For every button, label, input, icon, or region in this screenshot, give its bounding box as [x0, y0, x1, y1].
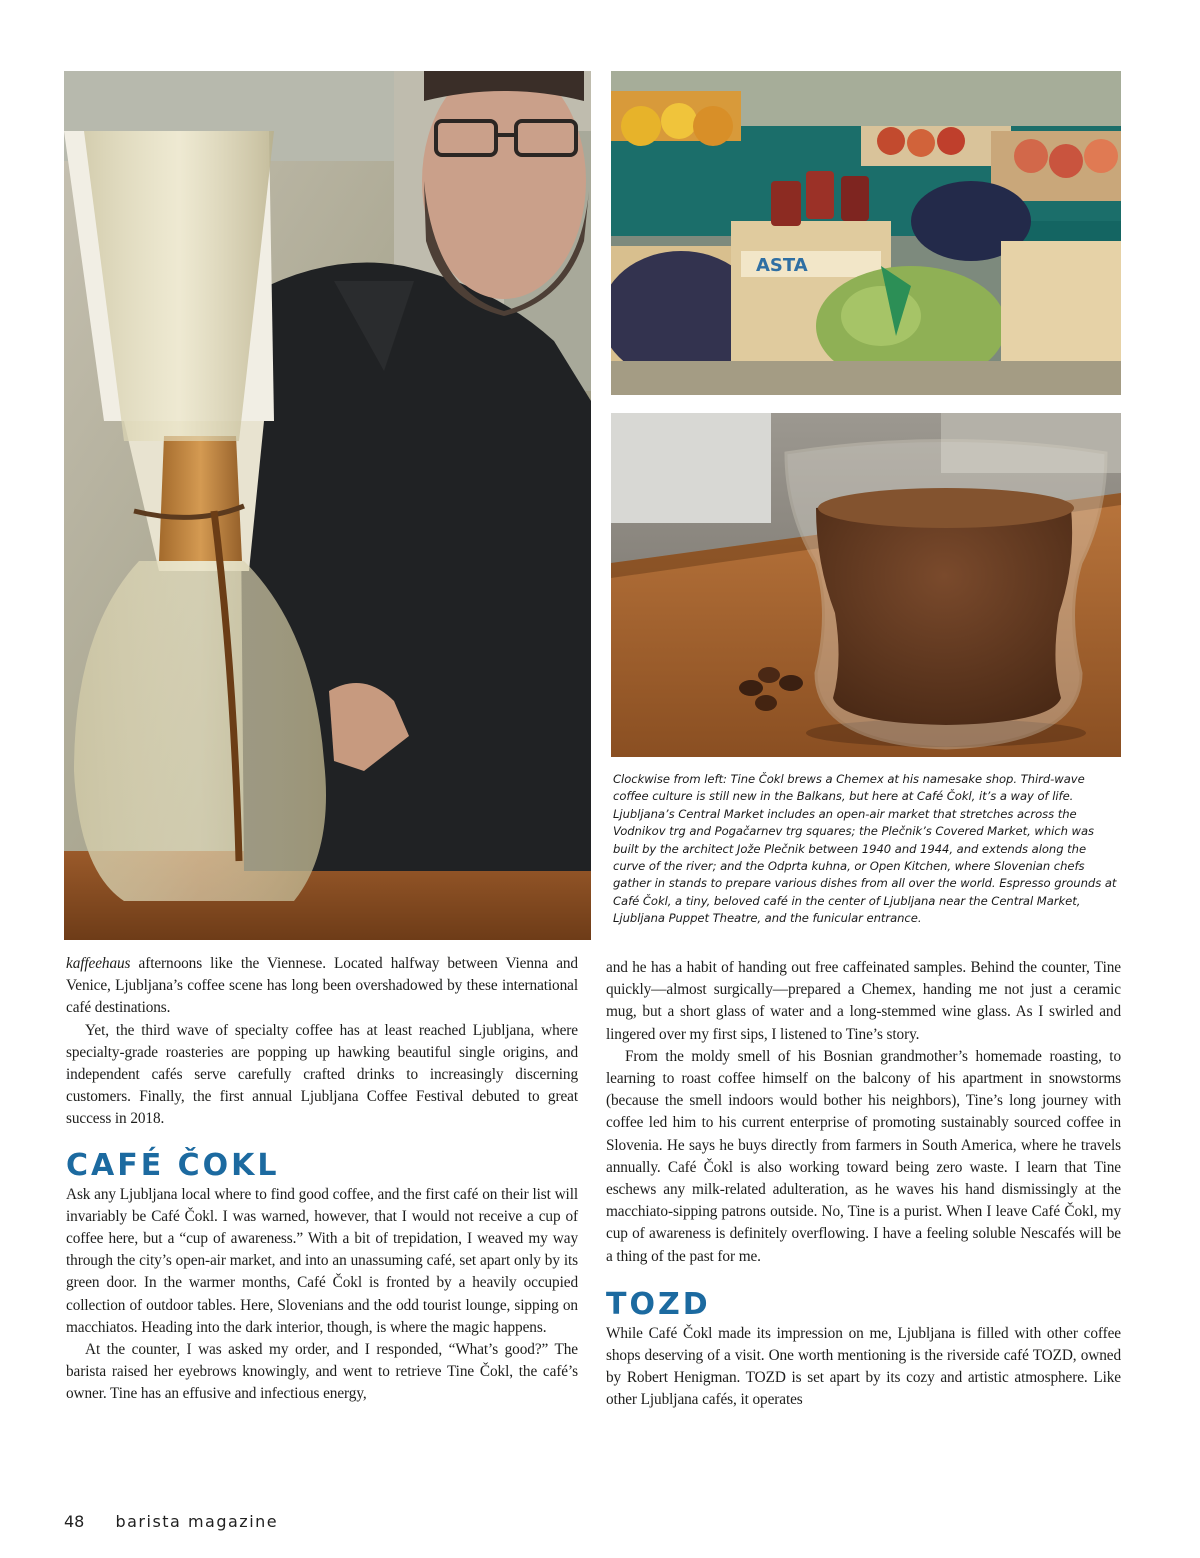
left-column — [66, 953, 578, 1406]
central-market-photo — [611, 71, 1121, 395]
paragraph: Ask any Ljubljana local where to find good coffee, and the first café on their list will invariably be Café Čokl. I was warned, however, that I would not receive a cup of coffee here, but a “cup of awareness.” With a bit of trepidation, I weaved my way through the city’s open-air market, and into an unassuming café, set apart only by its green door. In the warmer months, Café Čokl is fronted by a heavily occupied collection of outdoor tables. Here, Slovenians and the odd tourist lounge, sipping on macchiatos. Heading into the dark interior, though, is where the magic happens. — [66, 1185, 578, 1336]
paragraph: From the moldy smell of his Bosnian grandmother’s homemade roasting, to learning to roast coffee himself on the balcony of his apartment in snowstorms (because the smell indoors would bother his neighbors), Tine’s long journey with coffee led him to his current enterprise of promoting sustainably sourced coffee in Slovenia. He says he buys directly from farmers in South America, where he travels annually. Café Čokl is also working toward being zero waste. I learn that Tine eschews any milk-related adulteration, as he waves his hand dismissingly at the macchiato-sipping patrons outside. No, Tine is a purist. When I leave Café Čokl, my cup of awareness is definitely overflowing. I have a feeling soluble Nescafés will be a thing of the past for me. — [606, 1047, 1121, 1265]
paragraph — [66, 953, 578, 1020]
paragraph-text: afternoons like the Viennese. Located halfway between Vienna and Venice, Ljubljana’s coffee scene has long been overshadowed by these international café destinations. — [66, 955, 578, 1017]
market-produce-icon — [611, 71, 1121, 395]
italic-term: kaffeehaus — [66, 955, 131, 972]
crate-label-asta: ASTA — [756, 255, 808, 276]
photo-caption: Clockwise from left: Tine Čokl brews a Chemex at his namesake shop. Third-wave coffee culture is still new in the Balkans, but here at Café Čokl, it’s a way of life. Ljubljana’s Central Market includes an open-air market that stretches across the Vodnikov trg and Pogačarnev trg squares; the Plečnik’s Covered Market, which was built by the architect Jože Plečnik between 1940 and 1944, and extends along the curve of the river; and the Odprta kuhna, or Open Kitchen, where Slovenian chefs gather in stands to prepare various dishes from all over the world. Espresso grounds at Café Čokl, a tiny, beloved café in the center of Ljubljana near the Central Market, Ljubljana Puppet Theatre, and the funicular entrance. — [613, 772, 1117, 926]
paragraph: Yet, the third wave of specialty coffee has at least reached Ljubljana, where specialty-grade roasteries are popping up hawking beautiful single origins, and independent cafés serve carefully crafted drinks to increasingly discerning customers. Finally, the first annual Ljubljana Coffee Festival debuted to great success in 2018. — [66, 1021, 578, 1128]
page-footer — [64, 1512, 278, 1531]
page-number: 48 — [64, 1512, 85, 1531]
espresso-grounds-photo — [611, 413, 1121, 757]
paragraph: At the counter, I was asked my order, and I responded, “What’s good?” The barista raised her eyebrows knowingly, and went to retrieve Tine Čokl, the café’s owner. Tine has an effusive and infectious energy, — [66, 1341, 578, 1403]
magazine-name: barista magazine — [115, 1512, 279, 1531]
right-column — [606, 957, 1121, 1412]
section-heading-cafe-cokl: CAFÉ ČOKL — [66, 1147, 280, 1183]
espresso-grounds-icon — [611, 413, 1121, 757]
section-heading-tozd: TOZD — [606, 1286, 711, 1322]
chemex-barista-icon — [64, 71, 591, 940]
chemex-barista-photo — [64, 71, 591, 940]
paragraph: While Café Čokl made its impression on me, Ljubljana is filled with other coffee shops deserving of a visit. One worth mentioning is the riverside café TOZD, owned by Robert Henigman. TOZD is set apart by its cozy and artistic atmosphere. Like other Ljubljana cafés, it operates — [606, 1324, 1121, 1409]
paragraph: and he has a habit of handing out free caffeinated samples. Behind the counter, Tine quickly—almost surgically—prepared a Chemex, handing me not just a ceramic mug, but a short glass of water and a long-stemmed wine glass. As I swirled and lingered over my first sips, I listened to Tine’s story. — [606, 959, 1121, 1043]
